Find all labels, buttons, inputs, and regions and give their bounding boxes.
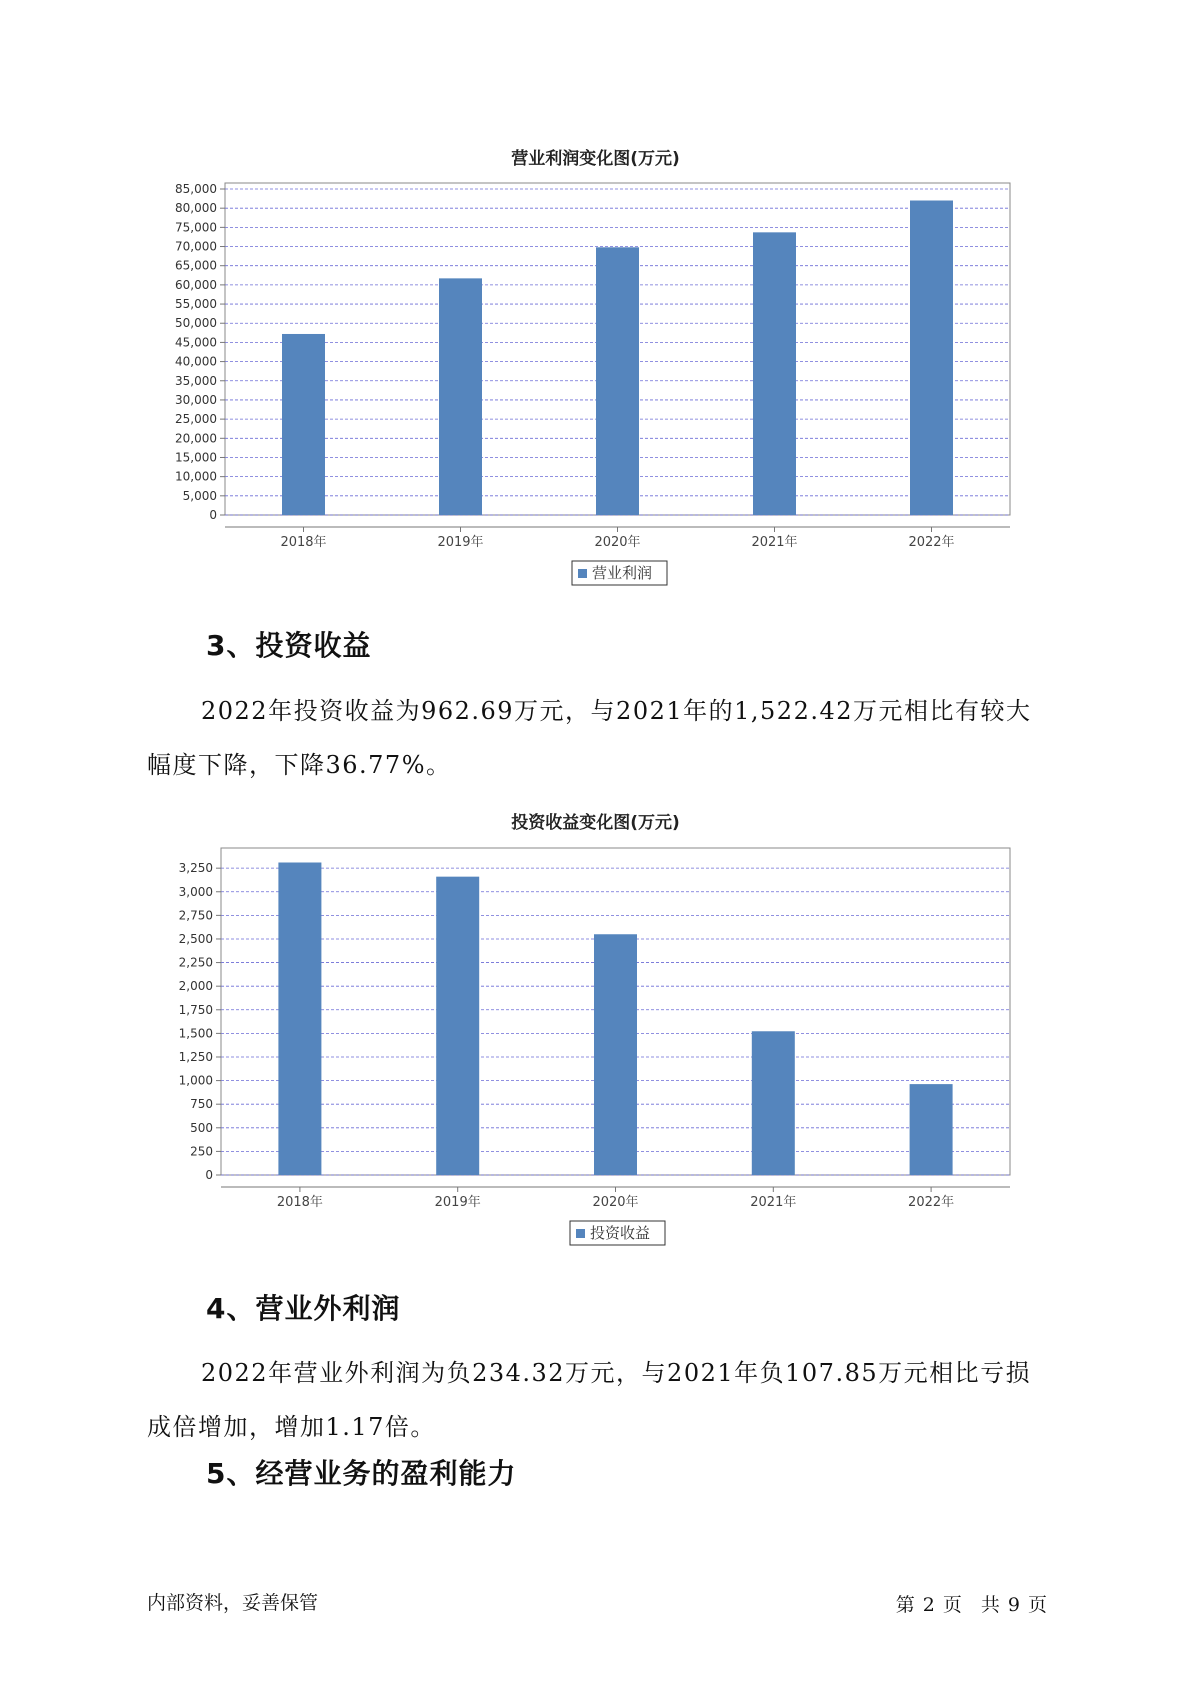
x-tick-label: 2018年 <box>276 1195 323 1210</box>
x-tick-label: 2020年 <box>592 1195 639 1210</box>
bar <box>753 232 796 515</box>
bar <box>436 877 479 1175</box>
x-tick-label: 2021年 <box>751 535 798 550</box>
y-tick-label: 2,500 <box>178 931 213 946</box>
y-tick-label: 45,000 <box>175 335 217 350</box>
y-tick-label: 55,000 <box>175 297 217 312</box>
y-tick-label: 750 <box>190 1097 213 1112</box>
investment-income-chart <box>0 830 1191 1260</box>
x-tick-label: 2021年 <box>750 1195 797 1210</box>
y-tick-label: 20,000 <box>175 431 217 446</box>
bar <box>594 934 637 1175</box>
section-4-line-1: 2022年营业外利润为负234.32万元，与2021年负107.85万元相比亏损 <box>201 1359 1032 1387</box>
y-tick-label: 30,000 <box>175 392 217 407</box>
y-tick-label: 85,000 <box>175 182 217 196</box>
x-tick-label: 2022年 <box>908 535 955 550</box>
legend-label: 投资收益 <box>590 1224 651 1242</box>
bar <box>439 278 482 515</box>
x-tick-label: 2022年 <box>908 1195 955 1210</box>
x-tick-label: 2020年 <box>594 535 641 550</box>
section-4-heading: 4、营业外利润 <box>206 1292 401 1325</box>
legend-swatch <box>576 1229 585 1238</box>
y-tick-label: 50,000 <box>175 316 217 331</box>
y-tick-label: 3,250 <box>178 861 213 876</box>
y-tick-label: 2,000 <box>178 979 213 994</box>
bar <box>752 1031 795 1175</box>
current-page: 2 <box>922 1594 935 1616</box>
y-tick-label: 3,000 <box>178 884 213 899</box>
y-tick-label: 70,000 <box>175 239 217 254</box>
total-pages: 9 <box>1007 1594 1020 1616</box>
legend-swatch <box>578 569 587 578</box>
operating-profit-chart <box>0 165 1191 595</box>
bar <box>910 201 953 515</box>
y-tick-label: 250 <box>190 1144 213 1159</box>
chart2-title: 投资收益变化图(万元) <box>511 813 680 833</box>
section-4-paragraph <box>147 1346 1047 1454</box>
y-tick-label: 10,000 <box>175 469 217 484</box>
section-3-line-2: 幅度下降，下降36.77%。 <box>147 751 452 779</box>
bar <box>596 247 639 515</box>
y-tick-label: 0 <box>209 508 217 522</box>
y-tick-label: 1,750 <box>178 1002 213 1017</box>
section-3-heading: 3、投资收益 <box>206 629 372 662</box>
y-tick-label: 75,000 <box>175 220 217 235</box>
y-tick-label: 65,000 <box>175 258 217 273</box>
bar <box>278 862 321 1175</box>
y-tick-label: 15,000 <box>175 450 217 465</box>
section-3-line-1: 2022年投资收益为962.69万元，与2021年的1,522.42万元相比有较大 <box>201 697 1032 725</box>
section-5-heading: 5、经营业务的盈利能力 <box>206 1457 517 1490</box>
y-tick-label: 35,000 <box>175 373 217 388</box>
y-tick-label: 2,750 <box>178 908 213 923</box>
y-tick-label: 40,000 <box>175 354 217 369</box>
y-tick-label: 500 <box>190 1120 213 1135</box>
y-tick-label: 2,250 <box>178 955 213 970</box>
bar <box>910 1084 953 1175</box>
section-3-paragraph <box>147 684 1047 792</box>
footer-confidential-note: 内部资料，妥善保管 <box>147 1592 319 1614</box>
legend-label: 营业利润 <box>592 564 653 582</box>
x-tick-label: 2019年 <box>437 535 484 550</box>
bar <box>282 334 325 515</box>
y-tick-label: 5,000 <box>182 488 217 503</box>
y-tick-label: 60,000 <box>175 277 217 292</box>
y-tick-label: 25,000 <box>175 412 217 427</box>
y-tick-label: 1,500 <box>178 1026 213 1041</box>
y-tick-label: 80,000 <box>175 201 217 216</box>
footer-page-number: 第 2 页 共 9 页 <box>895 1594 1047 1616</box>
section-4-line-2: 成倍增加，增加1.17倍。 <box>147 1413 436 1441</box>
y-tick-label: 0 <box>205 1168 213 1182</box>
y-tick-label: 1,250 <box>178 1049 213 1064</box>
y-tick-label: 1,000 <box>178 1073 213 1088</box>
chart1-title: 营业利润变化图(万元) <box>511 149 680 169</box>
x-tick-label: 2019年 <box>434 1195 481 1210</box>
x-tick-label: 2018年 <box>280 535 327 550</box>
